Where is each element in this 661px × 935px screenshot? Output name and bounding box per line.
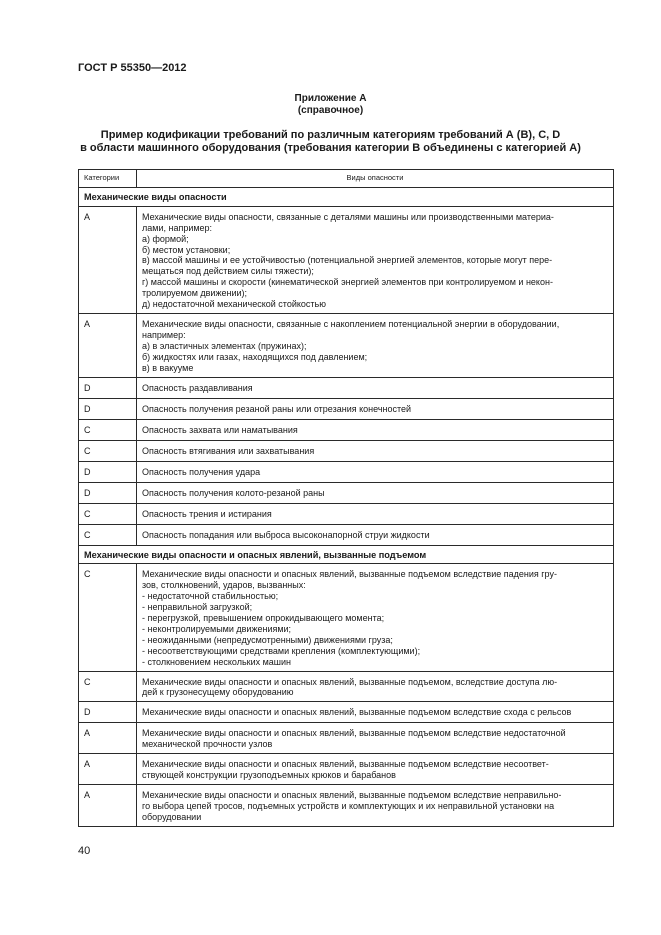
table-row	[79, 503, 614, 524]
hazard-description-cell	[137, 313, 614, 377]
table-row	[79, 702, 614, 723]
category-cell: D	[79, 482, 137, 503]
description-line: в) массой машины и ее устойчивостью (потенциальной энергией элементов, которые могут пере-	[142, 255, 553, 266]
description-line: - неконтролируемыми движениями;	[142, 623, 292, 634]
description-line: го выбора цепей тросов, подъемных устройств и комплектующих и их неправильной установки на	[142, 800, 555, 811]
category-cell: A	[79, 754, 137, 785]
hazard-description-cell	[137, 398, 614, 419]
hazard-description-cell	[137, 754, 614, 785]
section-row	[79, 545, 614, 564]
category-cell: C	[79, 419, 137, 440]
standard-code: ГОСТ Р 55350—2012	[78, 62, 187, 74]
description-line: механической прочности узлов	[142, 739, 273, 750]
table-row	[79, 398, 614, 419]
description-line: ствующей конструкции грузоподъемных крюков и барабанов	[142, 770, 396, 781]
table-caption	[70, 129, 591, 155]
description-line: - перегрузкой, превышением опрокидывающего момента;	[142, 613, 385, 624]
table-row	[79, 419, 614, 440]
table-header-row	[79, 170, 614, 188]
table-body	[79, 187, 614, 826]
table-row	[79, 524, 614, 545]
page-number: 40	[78, 845, 91, 857]
description-line: - неправильной загрузкой;	[142, 602, 253, 613]
description-line: тролируемом движении);	[142, 288, 248, 299]
category-cell: D	[79, 398, 137, 419]
description-line: - несоответствующими средствами крепления (комплектующими);	[142, 645, 421, 656]
category-cell: A	[79, 723, 137, 754]
table-row	[79, 723, 614, 754]
hazard-description-cell	[137, 671, 614, 702]
header-hazard-types: Виды опасности	[137, 170, 614, 188]
annex-title: Приложение А	[294, 93, 367, 104]
description-line: Опасность получения колото-резаной раны	[142, 487, 325, 498]
description-line: - столкновением нескольких машин	[142, 656, 292, 667]
category-cell: C	[79, 503, 137, 524]
category-cell: C	[79, 671, 137, 702]
description-line: оборудовании	[142, 811, 202, 822]
description-line: Механические виды опасности и опасных явлений, вызванные подъемом вследствие неправильно-	[142, 790, 562, 800]
description-line: г) массой машины и скорости (кинематической энергией элементов при контролируемом и некон-	[142, 277, 553, 288]
table-row	[79, 461, 614, 482]
category-cell: C	[79, 440, 137, 461]
category-cell: D	[79, 377, 137, 398]
description-line: Опасность раздавливания	[142, 382, 253, 393]
description-line: Механические виды опасности и опасных явлений, вызванные подъемом вследствие несоответ-	[142, 759, 549, 770]
hazard-description-cell	[137, 482, 614, 503]
hazard-description-cell	[137, 723, 614, 754]
description-line: Механические виды опасности и опасных явлений, вызванные подъемом вследствие падения гру-	[142, 569, 557, 580]
table-row	[79, 313, 614, 377]
description-line: Опасность попадания или выброса высоконапорной струи жидкости	[142, 529, 430, 540]
description-line: Опасность захвата или наматывания	[142, 424, 298, 435]
description-line: Опасность получения резаной раны или отрезания конечностей	[142, 403, 412, 414]
description-line: Механические виды опасности, связанные с деталями машины или производственными материа-	[142, 211, 554, 222]
description-line: д) недостаточной механической стойкостью	[142, 299, 326, 310]
table-row	[79, 785, 614, 827]
category-cell: A	[79, 313, 137, 377]
caption-line-2: в области машинного оборудования (требования категории В объединены с категорией А)	[80, 142, 581, 154]
section-row	[79, 187, 614, 206]
description-line: Опасность трения и истирания	[142, 508, 272, 519]
description-line: а) в эластичных элементах (пружинах);	[142, 340, 307, 351]
table-row	[79, 440, 614, 461]
hazard-description-cell	[137, 524, 614, 545]
description-line: - недостаточной стабильностью;	[142, 591, 279, 602]
hazard-description-cell	[137, 785, 614, 827]
description-line: мещаться под действием силы тяжести);	[142, 266, 314, 277]
hazard-requirements-table	[78, 169, 614, 827]
annex-note: (справочное)	[297, 105, 364, 116]
table-row	[79, 482, 614, 503]
section-title: Механические виды опасности	[79, 187, 614, 206]
table-row	[79, 671, 614, 702]
hazard-description-cell	[137, 377, 614, 398]
description-line: зов, столкновений, ударов, вызванных:	[142, 580, 306, 591]
description-line: - неожиданными (непредусмотренными) движениями груза;	[142, 634, 393, 645]
annex-heading	[0, 93, 661, 117]
description-line: в) в вакууме	[142, 362, 194, 373]
hazard-description-cell	[137, 461, 614, 482]
table-row	[79, 206, 614, 313]
description-line: Механические виды опасности, связанные с накоплением потенциальной энергии в оборудовании,	[142, 318, 560, 329]
category-cell: C	[79, 564, 137, 671]
category-cell: D	[79, 461, 137, 482]
description-line: дей к грузонесущему оборудованию	[142, 687, 294, 698]
hazard-description-cell	[137, 702, 614, 723]
hazard-description-cell	[137, 419, 614, 440]
description-line: Опасность получения удара	[142, 466, 261, 477]
section-title: Механические виды опасности и опасных явлений, вызванные подъемом	[79, 545, 614, 564]
description-line: Механические виды опасности и опасных явлений, вызванные подъемом, вследствие доступа лю-	[142, 676, 558, 687]
description-line: например:	[142, 329, 186, 340]
table-row	[79, 564, 614, 671]
description-line: Механические виды опасности и опасных явлений, вызванные подъемом вследствие схода с рельсов	[142, 707, 572, 718]
table-row	[79, 754, 614, 785]
category-cell: A	[79, 206, 137, 313]
hazard-description-cell	[137, 206, 614, 313]
category-cell: A	[79, 785, 137, 827]
hazard-description-cell	[137, 503, 614, 524]
hazard-description-cell	[137, 564, 614, 671]
header-category: Категории	[79, 170, 137, 188]
description-line: б) местом установки;	[142, 244, 231, 255]
description-line: лами, например:	[142, 222, 213, 233]
caption-line-1: Пример кодификации требований по различным категориям требований А (В), С, D	[100, 129, 561, 141]
table-row	[79, 377, 614, 398]
hazard-description-cell	[137, 440, 614, 461]
description-line: б) жидкостях или газах, находящихся под давлением;	[142, 351, 368, 362]
description-line: Опасность втягивания или захватывания	[142, 445, 315, 456]
category-cell: C	[79, 524, 137, 545]
description-line: Механические виды опасности и опасных явлений, вызванные подъемом вследствие недостаточной	[142, 728, 566, 739]
description-line: а) формой;	[142, 233, 189, 244]
category-cell: D	[79, 702, 137, 723]
